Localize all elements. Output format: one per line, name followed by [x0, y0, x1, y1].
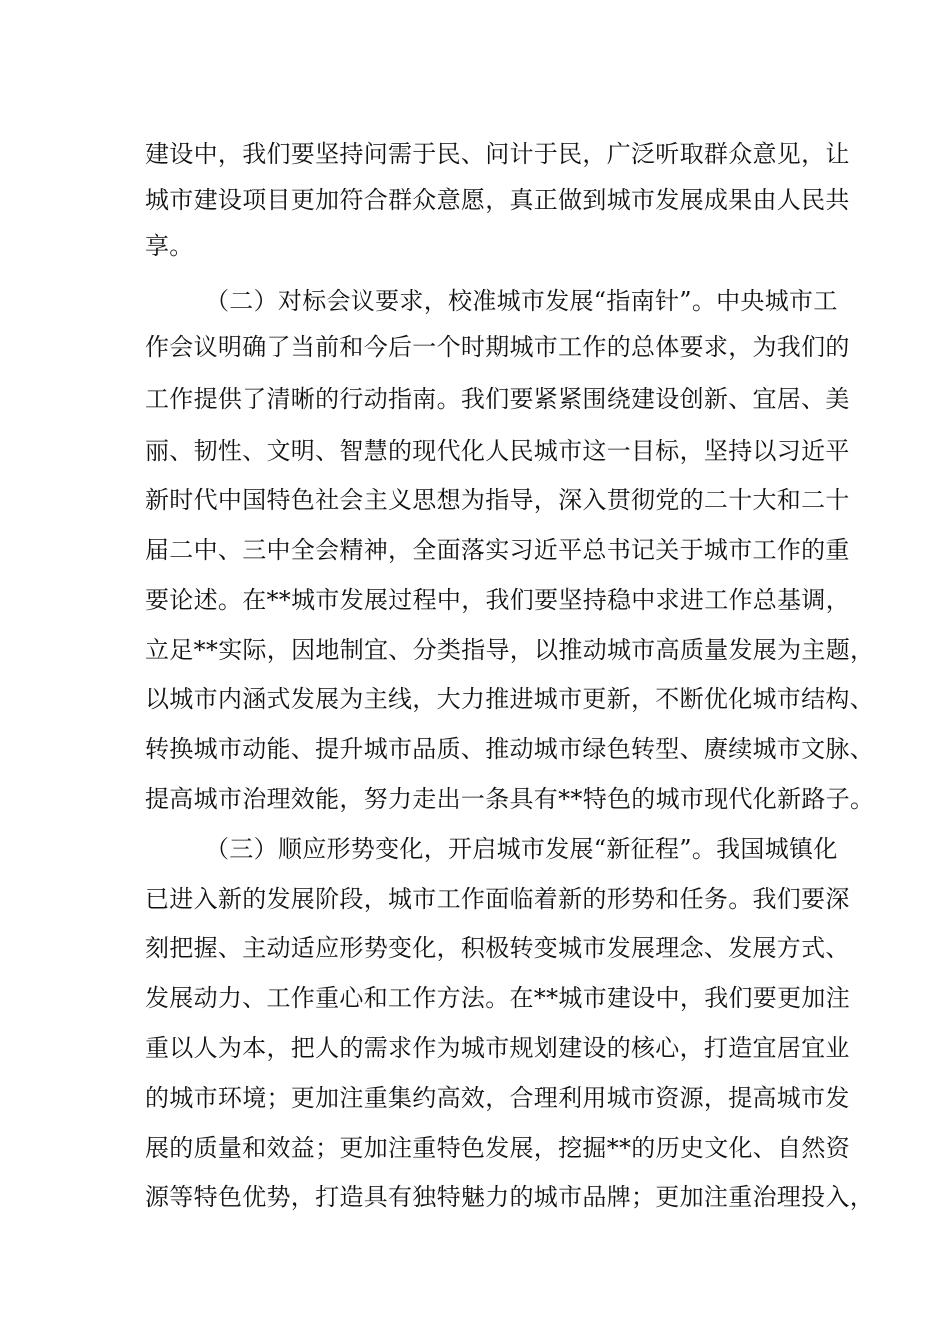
text-line: 源等特色优势，打造具有独特魅力的城市品牌；更加注重治理投入， [145, 1183, 874, 1211]
text-line: 转换城市动能、提升城市品质、推动城市绿色转型、赓续城市文脉、 [145, 735, 874, 763]
text-line: 发展动力、工作重心和工作方法。在**城市建设中，我们要更加注 [145, 984, 850, 1012]
text-line: 享。 [145, 232, 194, 260]
text-line: 作会议明确了当前和今后一个时期城市工作的总体要求，为我们的 [145, 333, 850, 361]
text-line: 立足**实际，因地制宜、分类指导，以推动城市高质量发展为主题， [145, 636, 875, 664]
paragraph-heading-line: （三）顺应形势变化，开启城市发展“新征程”。我国城镇化 [205, 835, 838, 863]
text-line: 城市建设项目更加符合群众意愿，真正做到城市发展成果由人民共 [145, 186, 850, 214]
text-line: 重以人为本，把人的需求作为城市规划建设的核心，打造宜居宜业 [145, 1034, 850, 1062]
text-line: 的城市环境；更加注重集约高效，合理利用城市资源，提高城市发 [145, 1084, 850, 1112]
text-line: 届二中、三中全会精神，全面落实习近平总书记关于城市工作的重 [145, 536, 850, 564]
text-line: 提高城市治理效能，努力走出一条具有**特色的城市现代化新路子。 [145, 785, 875, 813]
paragraph-heading-line: （二）对标会议要求，校准城市发展“指南针”。中央城市工 [205, 287, 838, 315]
text-line: 已进入新的发展阶段，城市工作面临着新的形势和任务。我们要深 [145, 885, 850, 913]
text-line: 刻把握、主动适应形势变化，积极转变城市发展理念、发展方式、 [145, 934, 850, 962]
text-line: 丽、韧性、文明、智慧的现代化人民城市这一目标，坚持以习近平 [145, 437, 850, 465]
text-line: 工作提供了清晰的行动指南。我们要紧紧围绕建设创新、宜居、美 [145, 385, 850, 413]
text-line: 要论述。在**城市发展过程中，我们要坚持稳中求进工作总基调， [145, 586, 850, 614]
text-line: 展的质量和效益；更加注重特色发展，挖掘**的历史文化、自然资 [145, 1134, 850, 1162]
text-line: 建设中，我们要坚持问需于民、问计于民，广泛听取群众意见，让 [145, 140, 850, 168]
text-line: 以城市内涵式发展为主线，大力推进城市更新，不断优化城市结构、 [145, 685, 874, 713]
text-line: 新时代中国特色社会主义思想为指导，深入贯彻党的二十大和二十 [145, 486, 850, 514]
